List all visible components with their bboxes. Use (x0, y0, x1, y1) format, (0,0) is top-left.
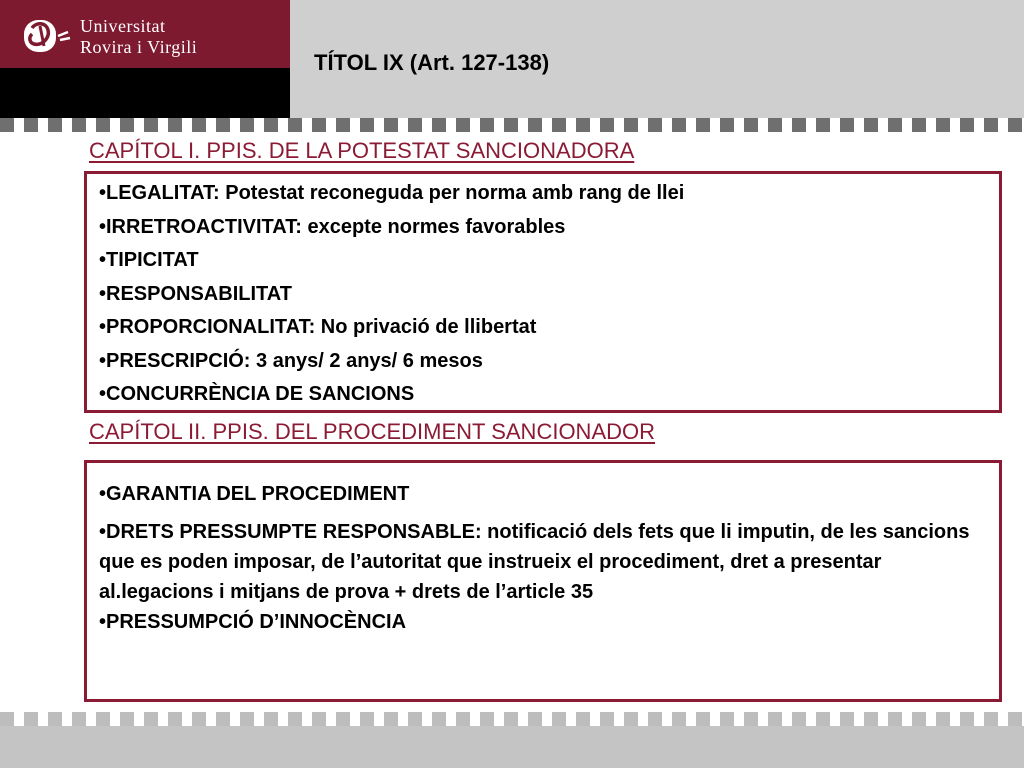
urv-emblem-icon (22, 16, 74, 56)
list-item: •CONCURRÈNCIA DE SANCIONS (99, 383, 415, 405)
university-name (80, 16, 197, 58)
chapter1-list (87, 174, 999, 412)
university-logo (22, 14, 272, 58)
chapter2-list (87, 463, 999, 637)
list-item: •PRESSUMPCIÓ D’INNOCÈNCIA (99, 611, 407, 633)
list-item: •GARANTIA DEL PROCEDIMENT (99, 483, 410, 505)
chapter1-heading: CAPÍTOL I. PPIS. DE LA POTESTAT SANCIONADORA (89, 138, 635, 163)
university-name-line1: Universitat (80, 16, 166, 36)
page-title: TÍTOL IX (Art. 127-138) (314, 50, 550, 75)
footer-band (0, 726, 1024, 768)
university-name-line2: Rovira i Virgili (80, 37, 198, 57)
list-item: •PRESCRIPCIÓ: 3 anys/ 2 anys/ 6 mesos (99, 349, 483, 372)
list-item: •RESPONSABILITAT (99, 282, 292, 305)
list-item: •PROPORCIONALITAT: No privació de llibertat (99, 316, 537, 338)
list-item: •LEGALITAT: Potestat reconeguda per norma amb rang de llei (99, 182, 685, 204)
list-item: •IRRETROACTIVITAT: excepte normes favorables (99, 215, 566, 238)
list-item: •DRETS PRESSUMPTE RESPONSABLE: notificació dels fets que li imputin, de les sancions que es poden imposar, de l’autoritat que instrueix el procediment, dret a presentar al.legacions i mitjans de prova + drets de l’article 35 (99, 521, 970, 603)
list-item: •TIPICITAT (99, 249, 199, 271)
header-black-block (0, 68, 290, 118)
chapter2-box (84, 460, 1002, 702)
decorative-strip-bottom (0, 712, 1024, 726)
chapter1-box (84, 171, 1002, 413)
decorative-strip-top (0, 118, 1024, 132)
chapter2-heading: CAPÍTOL II. PPIS. DEL PROCEDIMENT SANCIONADOR (89, 419, 656, 444)
